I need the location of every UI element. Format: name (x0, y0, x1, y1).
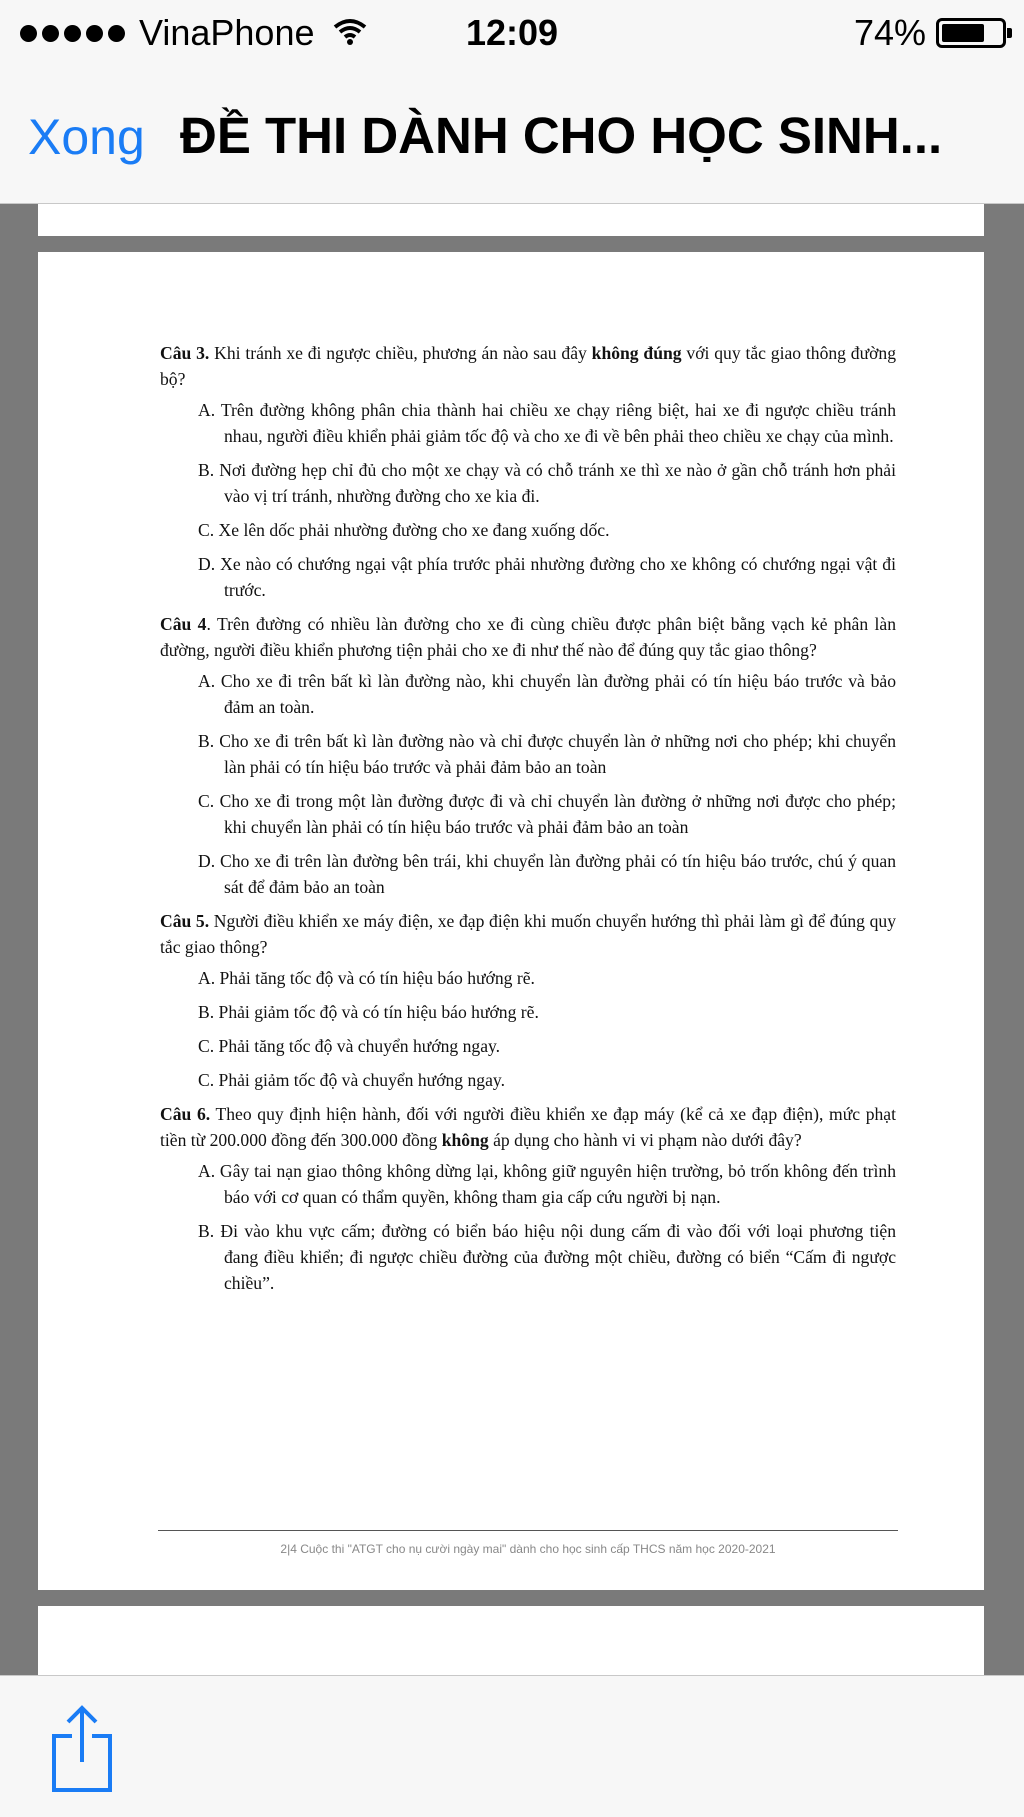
answer-option: B. Đi vào khu vực cấm; đường có biển báo hiệu nội dung cấm đi vào đối với loại phương tiện đang điều khiển; đi ngược chiều đường của đường một chiều, đường có biển “Cấm đi ngược chiều”. (198, 1221, 896, 1293)
question-6 (160, 1101, 896, 1153)
answer-option: B. Phải giảm tốc độ và có tín hiệu báo hướng rẽ. (198, 1002, 539, 1022)
question-text: Người điều khiển xe máy điện, xe đạp điện khi muốn chuyển hướng thì phải làm gì để đúng quy tắc giao thông? (160, 911, 896, 957)
battery-fill (942, 24, 984, 42)
battery-icon (936, 18, 1006, 48)
previous-page-header-remnant (198, 204, 898, 212)
clock: 12:09 (465, 12, 559, 53)
bottom-toolbar (0, 1675, 1024, 1817)
answer-option: C. Xe lên dốc phải nhường đường cho xe đang xuống dốc. (198, 520, 610, 540)
question-5 (160, 908, 896, 960)
answer-option: C. Phải giảm tốc độ và chuyển hướng ngay. (198, 1070, 505, 1090)
answer-option: A. Phải tăng tốc độ và có tín hiệu báo hướng rẽ. (198, 968, 535, 988)
document-page (38, 252, 984, 1590)
page-footer: 2|4 Cuộc thi "ATGT cho nụ cười ngày mai" dành cho học sinh cấp THCS năm học 2020-2021 (280, 1542, 776, 1556)
question-3 (160, 340, 896, 392)
status-right (854, 12, 1006, 54)
question-text: với quy tắc giao thông đường bộ? (160, 343, 897, 389)
question-emphasis: không (441, 1130, 489, 1150)
answer-option: D. Cho xe đi trên làn đường bên trái, khi chuyển làn đường phải có tín hiệu báo trước, chú ý quan sát để đảm bảo an toàn (198, 851, 896, 897)
question-label: Câu 6. (160, 1104, 211, 1124)
question-text: Theo quy định hiện hành, đối với người điều khiển xe đạp máy (kể cả xe đạp điện), mức phạt tiền từ 200.000 đồng đến 300.000 đồng (160, 1104, 896, 1150)
answer-option: B. Cho xe đi trên bất kì làn đường nào và chỉ được chuyển làn ở những nơi cho phép; khi chuyển làn phải có tín hiệu báo trước và phải đảm bảo an toàn (198, 731, 896, 777)
question-text: áp dụng cho hành vi vi phạm nào dưới đây? (488, 1130, 802, 1150)
document-title: ĐỀ THI DÀNH CHO HỌC SINH... (180, 107, 943, 164)
document-content (160, 340, 896, 1304)
answer-option: A. Gây tai nạn giao thông không dừng lại, không giữ nguyên hiện trường, bỏ trốn không đến trình báo với cơ quan có thẩm quyền, không tham gia cấp cứu người bị nạn. (198, 1161, 896, 1207)
question-emphasis: không đúng (591, 343, 682, 363)
navigation-bar (0, 66, 1024, 204)
answer-option: C. Cho xe đi trong một làn đường được đi và chỉ chuyển làn đường ở những nơi được cho phép; khi chuyển làn phải có tín hiệu báo trước và phải đảm bảo an toàn (198, 791, 896, 837)
answer-option: A. Trên đường không phân chia thành hai chiều xe chạy riêng biệt, hai xe đi ngược chiều tránh nhau, người điều khiển phải giảm tốc độ và cho xe đi về bên phải theo chiều xe chạy của mình. (198, 400, 896, 446)
battery-percent: 74% (853, 12, 926, 53)
answer-option: B. Nơi đường hẹp chỉ đủ cho một xe chạy và có chỗ tránh xe thì xe nào ở gần chỗ tránh hơn phải vào vị trí tránh, nhường đường cho xe kia đi. (198, 460, 896, 506)
question-label: Câu 4 (160, 614, 207, 634)
share-button[interactable] (50, 1704, 114, 1794)
question-text: Khi tránh xe đi ngược chiều, phương án nào sau đây (209, 343, 592, 363)
answer-option: A. Cho xe đi trên bất kì làn đường nào, khi chuyển làn đường phải có tín hiệu báo trước và bảo đảm an toàn. (198, 671, 896, 717)
answer-option: D. Xe nào có chướng ngại vật phía trước phải nhường đường cho xe không có chướng ngại vật đi trước. (198, 554, 896, 600)
done-button[interactable]: Xong (28, 109, 145, 165)
question-label: Câu 5. (160, 911, 210, 931)
carrier-name: VinaPhone (139, 12, 315, 53)
answer-option: C. Phải tăng tốc độ và chuyển hướng ngay. (198, 1036, 501, 1056)
question-text: . Trên đường có nhiều làn đường cho xe đi cùng chiều được phân biệt bằng vạch kẻ phân làn đường, người điều khiển phương tiện phải cho xe đi như thế nào để đúng quy tắc giao thông? (160, 614, 897, 660)
status-bar (0, 0, 1024, 66)
previous-page (38, 204, 984, 236)
question-label: Câu 3. (160, 343, 210, 363)
share-icon (50, 1704, 114, 1794)
footer-divider (158, 1530, 898, 1531)
question-4 (160, 611, 896, 663)
